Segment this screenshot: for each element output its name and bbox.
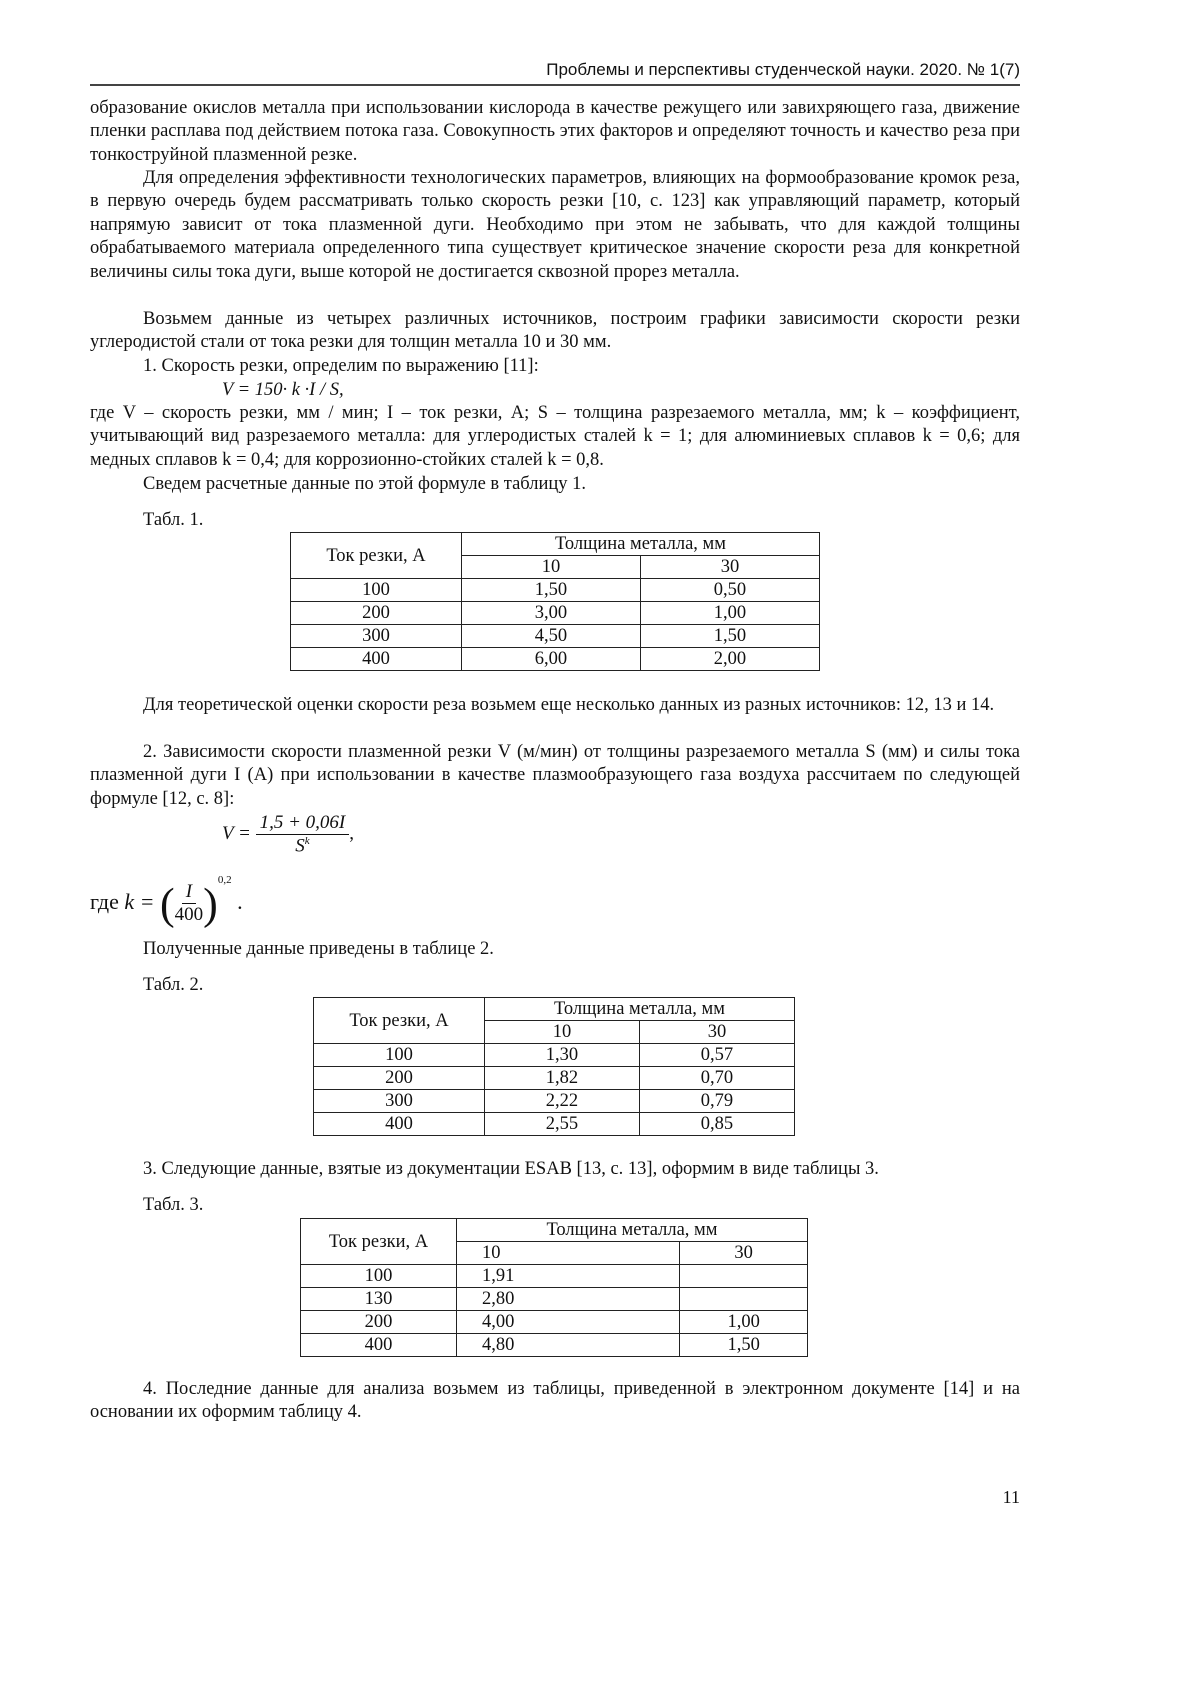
cell: 1,00 xyxy=(640,602,819,625)
cell: 0,50 xyxy=(640,579,819,602)
formula-speed-2 xyxy=(222,812,354,857)
cell: 0,79 xyxy=(639,1090,794,1113)
cell: 2,22 xyxy=(485,1090,640,1113)
table-1 xyxy=(290,532,820,671)
table-row xyxy=(301,1265,808,1288)
paragraph: 2. Зависимости скорости плазменной резки V (м/мин) от толщины разрезаемого металла S (мм) и силы тока плазменной дуги I (А) при использовании в качестве плазмообразующего газа воздуха рассчитаем по следующей формуле [12, с. 8]: xyxy=(90,742,1020,809)
cell: 400 xyxy=(291,648,462,671)
group-header: Толщина металла, мм xyxy=(457,1219,808,1242)
cell: 100 xyxy=(291,579,462,602)
paragraph: Возьмем данные из четырех различных источников, построим графики зависимости скорости резки углеродистой стали от тока резки для толщин металла 10 и 30 мм. xyxy=(90,309,1020,353)
paragraph: образование окислов металла при использовании кислорода в качестве режущего или завихряющего газа, движение пленки расплава под действием потока газа. Совокупность этих факторов и определяют точность и качество реза при тонкоструйной плазменной резке. xyxy=(90,98,1020,165)
cell: 100 xyxy=(301,1265,457,1288)
sub-header: 10 xyxy=(457,1242,680,1265)
table-row xyxy=(314,1090,795,1113)
denominator-exponent: k xyxy=(304,835,310,847)
numerator: 1,5 + 0,06I xyxy=(256,812,350,835)
sub-header: 10 xyxy=(462,556,641,579)
paragraph: 1. Скорость резки, определим по выражению [11]: xyxy=(143,356,539,376)
table-1-caption: Табл. 1. xyxy=(143,510,204,530)
cell xyxy=(680,1265,808,1288)
table-row xyxy=(314,1044,795,1067)
group-header: Толщина металла, мм xyxy=(462,533,820,556)
col-header: Ток резки, А xyxy=(291,533,462,579)
table-2-caption: Табл. 2. xyxy=(143,975,204,995)
group-header: Толщина металла, мм xyxy=(485,998,795,1021)
cell: 6,00 xyxy=(462,648,641,671)
cell: 400 xyxy=(301,1334,457,1357)
paragraph: 3. Следующие данные, взятые из документации ESAB [13, с. 13], оформим в виде таблицы 3. xyxy=(143,1159,879,1179)
table-row xyxy=(291,625,820,648)
paragraph: 4. Последние данные для анализа возьмем из таблицы, приведенной в электронном документе [14] и на основании их оформим таблицу 4. xyxy=(90,1379,1020,1423)
cell: 0,57 xyxy=(639,1044,794,1067)
fraction xyxy=(175,881,204,926)
cell: 0,70 xyxy=(639,1067,794,1090)
table-row xyxy=(291,579,820,602)
table-2 xyxy=(313,997,795,1136)
paragraph: Полученные данные приведены в таблице 2. xyxy=(143,939,494,959)
table-row xyxy=(301,1288,808,1311)
paragraph: Для определения эффективности технологических параметров, влияющих на формообразование кромок реза, в первую очередь будем рассматривать только скорость резки [10, с. 123] как управляющий параметр, который напрямую зависит от тока плазменной дуги. Необходимо при этом не забывать, что для каждой толщины обрабатываемого материала определенного типа существует критическое значение скорости реза для конкретной величины силы тока дуги, выше которой не достигается сквозной прорез металла. xyxy=(90,168,1020,282)
cell: 4,00 xyxy=(457,1311,680,1334)
cell: 300 xyxy=(314,1090,485,1113)
cell xyxy=(680,1288,808,1311)
formula-speed: V = 150· k ·I / S, xyxy=(222,380,344,400)
cell: 400 xyxy=(314,1113,485,1136)
sub-header: 10 xyxy=(485,1021,640,1044)
cell: 2,80 xyxy=(457,1288,680,1311)
sub-header: 30 xyxy=(640,556,819,579)
cell: 130 xyxy=(301,1288,457,1311)
table-3-caption: Табл. 3. xyxy=(143,1195,204,1215)
formula-k: где k = ( $\frac{I}{400}$ )$^{0,2}$ . xyxy=(90,874,243,929)
page-number: 11 xyxy=(1002,1487,1020,1507)
running-header: Проблемы и перспективы студенческой науки. 2020. № 1(7) xyxy=(90,60,1020,86)
cell: 4,80 xyxy=(457,1334,680,1357)
fraction xyxy=(256,812,350,857)
cell: 1,30 xyxy=(485,1044,640,1067)
exponent: 0,2 xyxy=(217,874,232,886)
cell: 200 xyxy=(291,602,462,625)
cell: 2,00 xyxy=(640,648,819,671)
paragraph-definitions: где V – скорость резки, мм / мин; I – ток резки, А; S – толщина разрезаемого металла, мм; k – коэффициент, учитывающий вид разрезаемого металла: для углеродистых сталей k = 1; для алюминиевых сплавов k = 0,6; для медных сплавов k = 0,4; для коррозионно-стойких сталей k = 0,8. xyxy=(90,403,1020,470)
table-row xyxy=(301,1311,808,1334)
cell: 200 xyxy=(314,1067,485,1090)
cell: 1,50 xyxy=(462,579,641,602)
cell: 200 xyxy=(301,1311,457,1334)
table-row xyxy=(314,1067,795,1090)
formula-tail: . xyxy=(237,889,243,914)
cell: 3,00 xyxy=(462,602,641,625)
cell: 1,82 xyxy=(485,1067,640,1090)
sub-header: 30 xyxy=(680,1242,808,1265)
sub-header: 30 xyxy=(639,1021,794,1044)
table-row xyxy=(291,602,820,625)
table-3 xyxy=(300,1218,808,1357)
cell: 300 xyxy=(291,625,462,648)
denominator xyxy=(295,835,309,857)
cell: 4,50 xyxy=(462,625,641,648)
cell: 1,91 xyxy=(457,1265,680,1288)
table-row xyxy=(291,648,820,671)
cell: 1,00 xyxy=(680,1311,808,1334)
col-header: Ток резки, А xyxy=(301,1219,457,1265)
cell: 0,85 xyxy=(639,1113,794,1136)
paragraph: Для теоретической оценки скорости реза возьмем еще несколько данных из разных источников: 12, 13 и 14. xyxy=(143,695,995,715)
formula-prefix: где xyxy=(90,889,119,914)
cell: 2,55 xyxy=(485,1113,640,1136)
cell: 1,50 xyxy=(640,625,819,648)
denominator: 400 xyxy=(174,904,204,926)
formula-lhs: k = xyxy=(124,889,155,914)
formula-lhs: V = xyxy=(222,823,251,845)
cell: 100 xyxy=(314,1044,485,1067)
paragraph: Сведем расчетные данные по этой формуле в таблицу 1. xyxy=(143,474,587,494)
numerator: I xyxy=(182,881,196,904)
col-header: Ток резки, А xyxy=(314,998,485,1044)
table-row xyxy=(314,1113,795,1136)
table-row xyxy=(301,1334,808,1357)
formula-tail: , xyxy=(349,823,354,845)
cell: 1,50 xyxy=(680,1334,808,1357)
denominator-base: S xyxy=(295,835,305,857)
